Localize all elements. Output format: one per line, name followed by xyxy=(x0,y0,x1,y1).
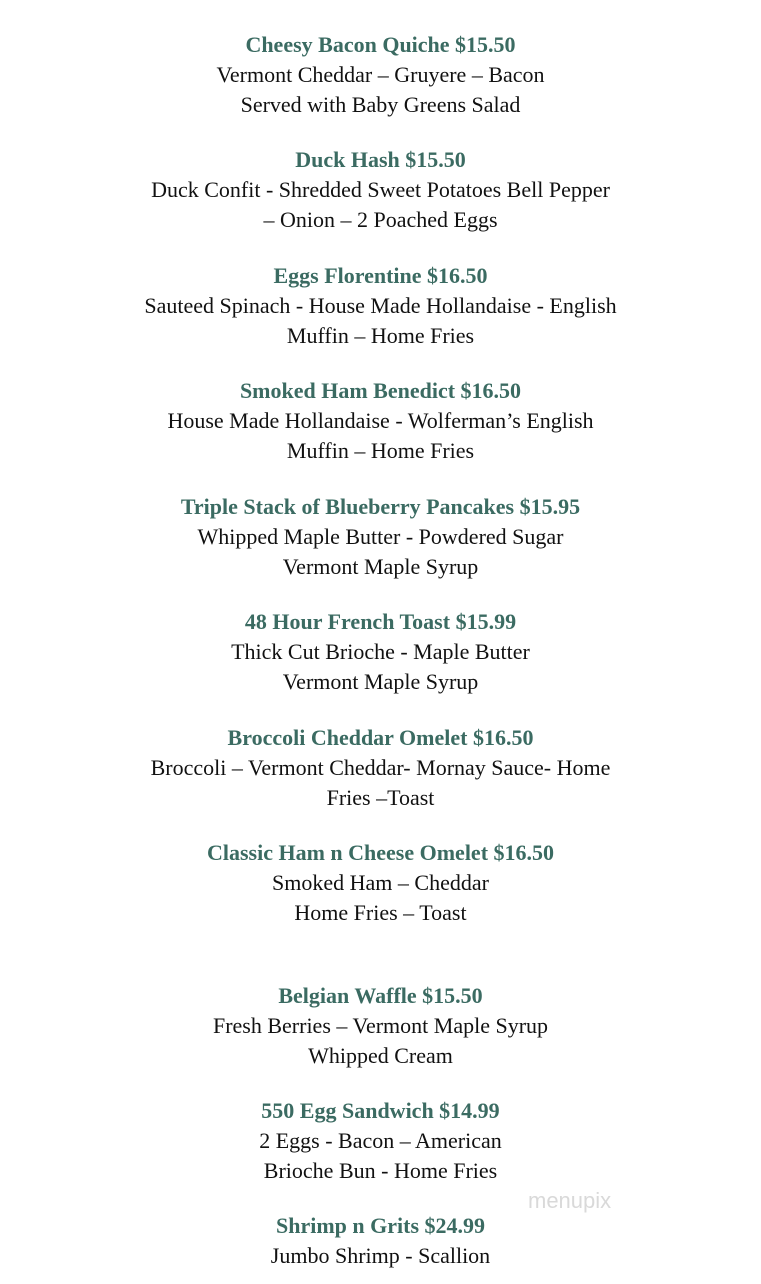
menu-item-smoked-ham-benedict xyxy=(0,376,761,466)
menu-item-description: Sauteed Spinach - House Made Hollandaise - English xyxy=(144,293,617,318)
menu-item-description: Jumbo Shrimp - Scallion xyxy=(270,1243,491,1268)
menu-item-french-toast xyxy=(0,607,761,697)
menu-item-description: Served with Baby Greens Salad xyxy=(240,92,521,117)
menu-item-title: Broccoli Cheddar Omelet $16.50 xyxy=(227,725,534,750)
menu-item-title: 48 Hour French Toast $15.99 xyxy=(244,609,517,634)
menu-item-description: Whipped Maple Butter - Powdered Sugar xyxy=(197,524,564,549)
menu-item-shrimp-grits xyxy=(0,1211,761,1271)
menu-item-title: Classic Ham n Cheese Omelet $16.50 xyxy=(206,840,555,865)
menu-item-description: Home Fries – Toast xyxy=(294,900,467,925)
menu-item-eggs-florentine xyxy=(0,261,761,351)
menupix-watermark: menupix xyxy=(528,1188,612,1213)
menu-item-title: Cheesy Bacon Quiche $15.50 xyxy=(245,32,516,57)
menu-item-broccoli-cheddar-omelet xyxy=(0,723,761,813)
menu-item-egg-sandwich xyxy=(0,1096,761,1186)
menu-item-title: Shrimp n Grits $24.99 xyxy=(275,1213,486,1238)
menu-item-description: Brioche Bun - Home Fries xyxy=(263,1158,498,1183)
menu-item-description: Vermont Maple Syrup xyxy=(282,554,479,579)
menu-item-title: Belgian Waffle $15.50 xyxy=(278,983,483,1008)
menu-item-description: Vermont Cheddar – Gruyere – Bacon xyxy=(216,62,545,87)
menu-item-description: Fresh Berries – Vermont Maple Syrup xyxy=(212,1013,549,1038)
menu-item-description: Vermont Maple Syrup xyxy=(282,669,479,694)
menu-item-description: 2 Eggs - Bacon – American xyxy=(259,1128,502,1153)
menu-item-title: Eggs Florentine $16.50 xyxy=(273,263,488,288)
menu-item-belgian-waffle xyxy=(0,981,761,1071)
menu-item-description: Smoked Ham – Cheddar xyxy=(272,870,489,895)
menu-item-description: House Made Hollandaise - Wolferman’s English xyxy=(167,408,594,433)
menu-item-title: Smoked Ham Benedict $16.50 xyxy=(239,378,522,403)
menu-item-description: Broccoli – Vermont Cheddar- Mornay Sauce- Home xyxy=(150,755,611,780)
menu-item-ham-cheese-omelet xyxy=(0,838,761,928)
menu-item-title: Duck Hash $15.50 xyxy=(295,147,466,172)
menu-item-description: Duck Confit - Shredded Sweet Potatoes Bell Pepper xyxy=(151,177,610,202)
menu-item-description: Whipped Cream xyxy=(308,1043,453,1068)
menu-item-title: Triple Stack of Blueberry Pancakes $15.95 xyxy=(180,494,581,519)
menu-item-cheesy-bacon-quiche xyxy=(0,30,761,120)
menu-item-duck-hash xyxy=(0,145,761,235)
menu-item-description: Muffin – Home Fries xyxy=(286,323,475,348)
menu-item-blueberry-pancakes xyxy=(0,492,761,582)
menu-item-description: Thick Cut Brioche - Maple Butter xyxy=(231,639,530,664)
menu-item-description: Muffin – Home Fries xyxy=(286,438,475,463)
menu-item-title: 550 Egg Sandwich $14.99 xyxy=(261,1098,500,1123)
menu-item-description: Fries –Toast xyxy=(326,785,435,810)
menu-item-description: – Onion – 2 Poached Eggs xyxy=(263,207,498,232)
